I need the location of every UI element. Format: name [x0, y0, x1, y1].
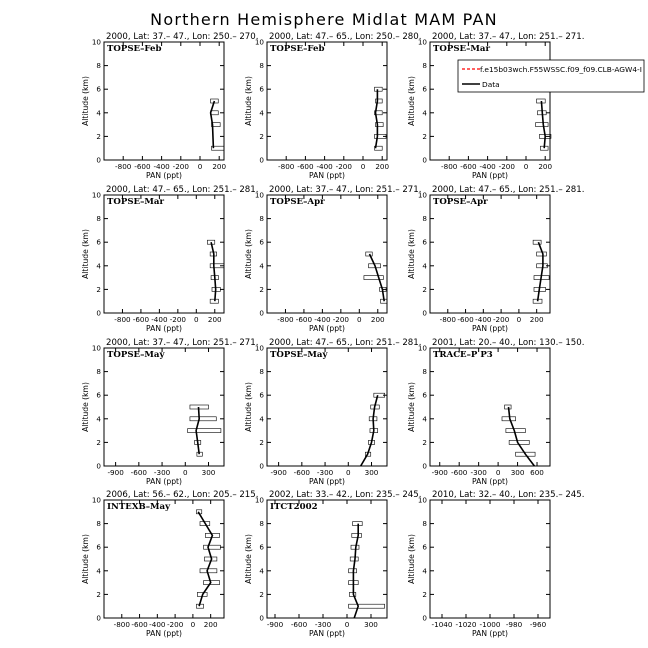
y-tick-label: 6: [259, 542, 264, 552]
y-axis-label: Altitude (km): [81, 76, 90, 126]
legend-label-data: Data: [482, 80, 500, 89]
x-tick-label: 0: [344, 620, 350, 629]
y-axis-label: Altitude (km): [81, 534, 90, 584]
y-tick-label: 8: [96, 214, 101, 224]
chart-panel-2: [244, 32, 421, 180]
x-tick-label: -980: [505, 620, 523, 629]
x-axis-label: PAN (ppt): [309, 629, 345, 638]
y-tick-label: 10: [91, 343, 101, 353]
y-tick-label: 4: [422, 566, 427, 576]
y-axis-label: Altitude (km): [244, 76, 253, 126]
x-tick-label: 0: [194, 315, 199, 324]
panel-header: 2000, Lat: 47.– 65., Lon: 251.– 281.: [269, 338, 422, 348]
y-tick-label: 10: [417, 343, 427, 353]
x-tick-label: -600: [290, 620, 308, 629]
panel-header: 2001, Lat: 20.– 40., Lon: 130.– 150.: [432, 338, 585, 348]
x-tick-label: -900: [266, 620, 284, 629]
y-tick-label: 2: [259, 131, 264, 141]
x-tick-label: 200: [538, 162, 553, 171]
legend-label-model: f.e15b03wch.F55WSSC.f09_f09.CLB-AGW4-I: [480, 65, 642, 74]
range-box: [366, 252, 372, 256]
y-tick-label: 8: [259, 367, 264, 377]
y-tick-label: 10: [254, 190, 264, 200]
y-tick-label: 10: [91, 37, 101, 47]
x-tick-label: -800: [113, 620, 130, 629]
y-tick-label: 6: [96, 542, 101, 552]
plot-frame: [104, 500, 224, 618]
y-tick-label: 2: [422, 589, 427, 599]
range-box: [536, 123, 548, 127]
range-box: [502, 417, 516, 421]
plot-frame: [104, 42, 224, 160]
x-tick-label: -600: [457, 315, 474, 324]
range-box: [375, 87, 383, 91]
experiment-label: TOPSE–Apr: [270, 197, 325, 207]
x-axis-label: PAN (ppt): [472, 171, 508, 180]
data-line: [376, 89, 378, 148]
x-axis-label: PAN (ppt): [309, 171, 345, 180]
panel-header: 2000, Lat: 47.– 65., Lon: 251.– 281.: [432, 185, 585, 195]
y-tick-label: 10: [91, 190, 101, 200]
x-tick-label: -400: [314, 315, 331, 324]
y-tick-label: 6: [422, 390, 427, 400]
y-tick-label: 4: [422, 414, 427, 424]
chart-panel-7: [81, 338, 258, 486]
experiment-label: TOPSE–Mar: [433, 44, 491, 54]
y-axis-label: Altitude (km): [244, 229, 253, 279]
x-tick-label: -900: [270, 468, 287, 477]
experiment-label: TOPSE–May: [270, 350, 328, 360]
x-tick-label: 0: [190, 620, 196, 629]
plot-frame: [267, 500, 387, 618]
chart-panel-3: [407, 32, 584, 180]
y-tick-label: 10: [417, 495, 427, 505]
y-tick-label: 2: [96, 284, 101, 294]
x-tick-label: -1040: [431, 620, 453, 629]
y-tick-label: 4: [259, 566, 264, 576]
y-tick-label: 10: [417, 190, 427, 200]
plot-frame: [267, 42, 387, 160]
range-box: [190, 417, 216, 421]
x-tick-label: 300: [364, 620, 378, 629]
y-tick-label: 4: [259, 414, 264, 424]
x-tick-label: -800: [439, 315, 456, 324]
x-tick-label: -900: [107, 468, 124, 477]
range-box: [204, 545, 221, 549]
plot-frame: [267, 195, 387, 313]
chart-panel-1: [81, 32, 258, 180]
y-tick-label: 8: [422, 367, 427, 377]
x-tick-label: -800: [441, 162, 458, 171]
y-axis-label: Altitude (km): [81, 229, 90, 279]
experiment-label: TOPSE–Mar: [107, 197, 165, 207]
x-tick-label: -200: [335, 162, 352, 171]
x-tick-label: 200: [207, 315, 222, 324]
y-tick-label: 4: [96, 261, 101, 271]
x-tick-label: 200: [529, 315, 544, 324]
chart-panel-4: [81, 185, 258, 333]
y-axis-label: Altitude (km): [81, 382, 90, 432]
y-tick-label: 8: [259, 61, 264, 71]
x-tick-label: -200: [172, 162, 189, 171]
x-axis-label: PAN (ppt): [309, 477, 345, 486]
panel-header: 2000, Lat: 47.– 65., Lon: 251.– 281.: [106, 185, 259, 195]
y-tick-label: 2: [259, 284, 264, 294]
x-tick-label: 600: [530, 468, 544, 477]
chart-panel-9: [407, 338, 584, 486]
x-tick-label: -600: [460, 162, 477, 171]
data-line: [509, 407, 535, 466]
y-tick-label: 10: [254, 343, 264, 353]
x-tick-label: -800: [115, 162, 132, 171]
x-tick-label: -800: [114, 315, 131, 324]
x-tick-label: 0: [357, 315, 362, 324]
y-tick-label: 10: [254, 495, 264, 505]
x-tick-label: -400: [151, 315, 168, 324]
data-line: [361, 395, 378, 466]
x-axis-label: PAN (ppt): [472, 324, 508, 333]
y-tick-label: 4: [422, 261, 427, 271]
x-tick-label: -300: [470, 468, 487, 477]
panel-header: 2000, Lat: 37.– 47., Lon: 251.– 271.: [106, 338, 259, 348]
range-box: [364, 276, 383, 280]
range-box: [506, 429, 525, 433]
y-tick-label: 6: [422, 542, 427, 552]
y-axis-label: Altitude (km): [407, 382, 416, 432]
x-tick-label: 0: [346, 468, 351, 477]
y-tick-label: 0: [259, 308, 264, 318]
panel-header: 2000, Lat: 47.– 65., Lon: 250.– 280.: [269, 32, 422, 42]
range-box: [349, 604, 385, 608]
x-tick-label: -600: [295, 315, 313, 324]
y-tick-label: 0: [96, 613, 101, 623]
y-tick-label: 8: [259, 519, 264, 529]
data-line: [538, 242, 543, 301]
data-line: [541, 101, 545, 148]
chart-panel-6: [407, 185, 584, 333]
x-tick-label: 300: [510, 468, 525, 477]
y-tick-label: 6: [259, 390, 264, 400]
x-tick-label: -960: [529, 620, 547, 629]
y-axis-label: Altitude (km): [244, 382, 253, 432]
x-tick-label: -400: [153, 162, 170, 171]
y-tick-label: 10: [91, 495, 101, 505]
y-tick-label: 0: [96, 461, 101, 471]
x-tick-label: 0: [183, 468, 188, 477]
y-tick-label: 8: [96, 519, 101, 529]
x-tick-label: 0: [197, 162, 203, 171]
x-tick-label: -200: [492, 315, 510, 324]
x-tick-label: 300: [201, 468, 216, 477]
y-tick-label: 6: [96, 84, 101, 94]
data-line: [196, 407, 199, 454]
range-box: [352, 533, 362, 537]
chart-panel-10: [81, 490, 258, 638]
y-tick-label: 6: [96, 390, 101, 400]
y-tick-label: 0: [422, 308, 427, 318]
chart-panel-5: [244, 185, 421, 333]
x-tick-label: -400: [316, 162, 333, 171]
y-tick-label: 8: [422, 214, 427, 224]
experiment-label: TOPSE–Feb: [107, 44, 162, 54]
x-tick-label: -1020: [455, 620, 477, 629]
x-tick-label: -200: [332, 315, 350, 324]
y-tick-label: 2: [422, 131, 427, 141]
x-tick-label: -900: [431, 468, 448, 477]
range-box: [349, 592, 355, 596]
range-box: [533, 240, 541, 244]
experiment-label: INTEXB–May: [107, 502, 171, 512]
experiment-label: ITCT2002: [270, 502, 318, 512]
y-tick-label: 6: [259, 237, 264, 247]
data-line: [211, 242, 216, 301]
y-tick-label: 2: [259, 589, 264, 599]
x-axis-label: PAN (ppt): [146, 629, 182, 638]
x-tick-label: -400: [479, 162, 496, 171]
x-axis-label: PAN (ppt): [146, 477, 182, 486]
x-tick-label: 0: [523, 162, 529, 171]
experiment-label: TOPSE–May: [107, 350, 165, 360]
y-tick-label: 4: [96, 414, 101, 424]
x-tick-label: -200: [169, 315, 187, 324]
y-tick-label: 6: [422, 84, 427, 94]
y-tick-label: 2: [96, 589, 101, 599]
y-tick-label: 6: [96, 237, 101, 247]
y-tick-label: 0: [259, 461, 264, 471]
experiment-label: TOPSE–Feb: [270, 44, 325, 54]
y-tick-label: 8: [259, 214, 264, 224]
y-tick-label: 4: [96, 108, 101, 118]
y-tick-label: 4: [259, 108, 264, 118]
y-axis-label: Altitude (km): [244, 534, 253, 584]
x-axis-label: PAN (ppt): [146, 171, 182, 180]
y-tick-label: 0: [422, 461, 427, 471]
panel-header: 2006, Lat: 56.– 62., Lon: 205.– 215.: [106, 490, 259, 500]
x-tick-label: 0: [360, 162, 366, 171]
y-tick-label: 6: [422, 237, 427, 247]
panel-header: 2002, Lat: 33.– 42., Lon: 235.– 245.: [269, 490, 422, 500]
data-line: [211, 101, 215, 148]
figure-title: Northern Hemisphere Midlat MAM PAN: [150, 10, 498, 29]
y-tick-label: 8: [422, 61, 427, 71]
y-axis-label: Altitude (km): [407, 534, 416, 584]
x-tick-label: -1000: [479, 620, 501, 629]
panel-header: 2000, Lat: 37.– 47., Lon: 251.– 271.: [432, 32, 585, 42]
x-tick-label: -300: [153, 468, 171, 477]
chart-panel-12: [407, 490, 584, 638]
legend: [458, 60, 644, 92]
x-tick-label: -200: [498, 162, 515, 171]
x-tick-label: 200: [375, 162, 390, 171]
x-tick-label: -300: [316, 468, 334, 477]
y-axis-label: Altitude (km): [407, 76, 416, 126]
x-tick-label: -600: [293, 468, 310, 477]
plot-frame: [104, 195, 224, 313]
y-tick-label: 2: [259, 437, 264, 447]
x-tick-label: 200: [203, 620, 218, 629]
x-tick-label: -400: [475, 315, 492, 324]
x-tick-label: -600: [297, 162, 314, 171]
panel-header: 2010, Lat: 32.– 40., Lon: 235.– 245.: [432, 490, 585, 500]
data-line: [370, 254, 385, 301]
x-tick-label: -600: [132, 315, 150, 324]
x-axis-label: PAN (ppt): [146, 324, 182, 333]
x-tick-label: -200: [166, 620, 184, 629]
x-axis-label: PAN (ppt): [309, 324, 345, 333]
x-tick-label: -800: [277, 315, 294, 324]
y-tick-label: 4: [422, 108, 427, 118]
range-box: [204, 581, 220, 585]
plot-frame: [104, 348, 224, 466]
y-tick-label: 4: [96, 566, 101, 576]
x-axis-label: PAN (ppt): [472, 477, 508, 486]
y-tick-label: 0: [96, 308, 101, 318]
plot-frame: [430, 500, 550, 618]
y-axis-label: Altitude (km): [407, 229, 416, 279]
range-box: [188, 429, 221, 433]
range-box: [505, 405, 511, 409]
panel-header: 2000, Lat: 37.– 47., Lon: 250.– 270.: [106, 32, 259, 42]
y-tick-label: 10: [417, 37, 427, 47]
x-tick-label: -600: [451, 468, 468, 477]
x-tick-label: -600: [131, 620, 148, 629]
x-tick-label: 200: [370, 315, 385, 324]
y-tick-label: 0: [422, 155, 427, 165]
y-tick-label: 2: [96, 437, 101, 447]
y-tick-label: 10: [254, 37, 264, 47]
y-tick-label: 4: [259, 261, 264, 271]
y-tick-label: 6: [259, 84, 264, 94]
y-tick-label: 0: [422, 613, 427, 623]
x-tick-label: -600: [134, 162, 151, 171]
chart-panel-8: [244, 338, 421, 486]
experiment-label: TRACE–P P3: [433, 350, 493, 360]
x-tick-label: 0: [516, 315, 522, 324]
y-tick-label: 2: [422, 437, 427, 447]
y-tick-label: 8: [96, 367, 101, 377]
experiment-label: TOPSE–Apr: [433, 197, 488, 207]
y-tick-label: 2: [422, 284, 427, 294]
x-tick-label: 200: [212, 162, 227, 171]
x-tick-label: -800: [278, 162, 295, 171]
x-tick-label: -300: [314, 620, 332, 629]
x-tick-label: 0: [495, 468, 501, 477]
x-tick-label: -600: [130, 468, 147, 477]
y-tick-label: 0: [259, 155, 264, 165]
plot-frame: [430, 348, 550, 466]
panel-header: 2000, Lat: 37.– 47., Lon: 251.– 271.: [269, 185, 422, 195]
x-tick-label: 300: [364, 468, 379, 477]
y-tick-label: 8: [96, 61, 101, 71]
y-tick-label: 0: [96, 155, 101, 165]
y-tick-label: 8: [422, 519, 427, 529]
panels-group: [81, 32, 644, 638]
chart-panel-11: [244, 490, 421, 638]
y-tick-label: 0: [259, 613, 264, 623]
data-line: [198, 512, 212, 606]
x-tick-label: -400: [149, 620, 166, 629]
data-line: [353, 524, 358, 618]
plot-frame: [430, 195, 550, 313]
y-tick-label: 2: [96, 131, 101, 141]
x-axis-label: PAN (ppt): [472, 629, 508, 638]
